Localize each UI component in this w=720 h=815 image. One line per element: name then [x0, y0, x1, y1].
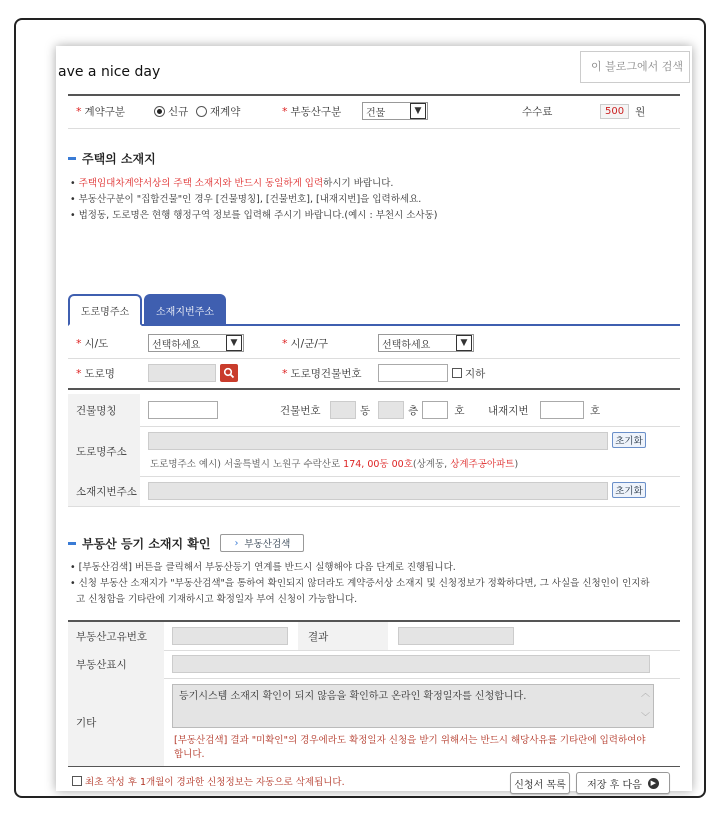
registry-note-3: 고 신청함을 기타란에 기재하시고 확정일자 부여 신청이 가능합니다. — [76, 594, 358, 605]
search-icon[interactable] — [220, 364, 238, 382]
sido-label: 시/도 — [84, 337, 109, 350]
section-bar-icon — [68, 157, 76, 160]
required-mark: * — [282, 336, 288, 350]
chevron-down-icon[interactable]: ▼ — [226, 335, 242, 351]
radio-renew-label: 재계약 — [210, 105, 241, 118]
fee-value: 500 — [600, 104, 629, 119]
road-address-row — [68, 426, 680, 476]
radio-new[interactable] — [154, 94, 188, 128]
radio-renew-icon[interactable] — [196, 106, 207, 117]
lot-address-label: 소재지번주소 — [76, 485, 137, 498]
display-label: 부동산표시 — [76, 658, 127, 671]
required-mark: * — [282, 104, 288, 118]
bldg-row — [68, 394, 680, 426]
address-tabs — [68, 294, 680, 326]
lot-address-row — [68, 476, 680, 506]
result-input[interactable] — [398, 627, 514, 645]
scroll-up-icon[interactable]: ︿ — [640, 689, 650, 699]
inner-lot-label: 내재지번 — [488, 404, 529, 417]
ho-label: 호 — [454, 404, 465, 417]
property-type-label: 부동산구분 — [290, 105, 342, 118]
basement-label: 지하 — [465, 367, 486, 380]
sido-select[interactable] — [148, 334, 244, 352]
application-list-button[interactable]: 신청서 목록 — [510, 772, 570, 794]
bldg-ho-input[interactable] — [422, 401, 448, 419]
registry-notes: • [부동산검색] 버튼을 클릭해서 부동산등기 연계를 반드시 실행해야 다음 단계로 진행됩니다. • 신청 부동산 소재지가 "부동산검색"을 통하여 확인되지 않더라도 계약증서상 소재지 및 신청정보가 정확하다면, 그 사실을 신청인이 인지하 고 신청함을 기타란에 기재하시고 확정일자 부여 신청이 가능합니다. — [70, 562, 650, 605]
registry-note-2: 신청 부동산 소재지가 "부동산검색"을 통하여 확인되지 않더라도 계약증서상 소재지 및 신청정보가 정확하다면, 그 사실을 신청인이 인지하 — [78, 578, 650, 589]
example-mid: (상계동, — [412, 459, 451, 470]
registry-section-title — [68, 534, 304, 552]
address-section-title-text: 주택의 소재지 — [82, 152, 156, 166]
tab-road-address[interactable]: 도로명주소 — [68, 294, 142, 326]
road-address-label: 도로명주소 — [76, 445, 127, 458]
required-mark: * — [76, 336, 82, 350]
unique-no-input[interactable] — [172, 627, 288, 645]
reset-lot-button[interactable]: 초기화 — [612, 482, 646, 498]
property-search-button[interactable] — [220, 534, 304, 552]
fee-unit: 원 — [635, 105, 646, 118]
sigungu-label: 시/군/구 — [290, 337, 329, 350]
chevron-down-icon[interactable]: ▼ — [456, 335, 472, 351]
blog-title: ave a nice day — [58, 64, 161, 80]
etc-label: 기타 — [76, 716, 97, 729]
road-address-input[interactable] — [148, 432, 608, 450]
divider — [68, 388, 680, 390]
radio-renew[interactable] — [196, 94, 240, 128]
road-name-input[interactable] — [148, 364, 216, 382]
etc-textarea[interactable] — [172, 684, 654, 728]
registry-note-1: [부동산검색] 버튼을 클릭해서 부동산등기 연계를 반드시 실행해야 다음 단계로 진행됩니다. — [78, 562, 456, 573]
divider — [68, 506, 680, 507]
unique-no-row — [68, 622, 680, 650]
etc-row — [68, 678, 680, 766]
property-search-label: 부동산검색 — [244, 539, 291, 550]
auto-delete-note — [72, 774, 345, 788]
divider — [68, 766, 680, 767]
example-red-2: 상계주공아파트 — [450, 459, 515, 470]
result-label: 결과 — [308, 630, 329, 643]
fee-label: 수수료 — [522, 105, 553, 118]
divider — [68, 128, 680, 129]
etc-text: 등기시스템 소재지 확인이 되지 않음을 확인하고 온라인 확정일자를 신청합니다. — [179, 691, 527, 702]
etc-warning: [부동산검색] 결과 "미확인"의 경우에라도 확정일자 신청을 받기 위해서는 반드시 해당사유를 기타란에 입력하여야 합니다. — [174, 735, 646, 760]
road-row — [68, 358, 680, 388]
unique-no-label: 부동산고유번호 — [76, 630, 148, 643]
blog-search-input[interactable]: 이 블로그에서 검색 — [580, 51, 690, 83]
chevron-down-icon[interactable]: ▼ — [410, 103, 426, 119]
example-prefix: 도로명주소 예시) 서울특별시 노원구 수락산로 — [150, 459, 344, 470]
inner-lot-input[interactable] — [540, 401, 584, 419]
sido-value: 선택하세요 — [152, 339, 201, 351]
save-next-button[interactable] — [576, 772, 670, 794]
sigungu-select[interactable] — [378, 334, 474, 352]
arrow-right-icon: ▶ — [648, 778, 659, 789]
required-mark: * — [76, 104, 82, 118]
display-input[interactable] — [172, 655, 650, 673]
radio-new-label: 신규 — [168, 105, 189, 118]
bldg-floor-input[interactable] — [378, 401, 404, 419]
example-red-1: 174, 00동 00호 — [343, 459, 413, 470]
road-label: 도로명 — [84, 367, 115, 380]
registry-section-title-text: 부동산 등기 소재지 확인 — [82, 536, 211, 551]
contract-row — [68, 94, 680, 128]
dong-label: 동 — [360, 404, 371, 417]
screenshot-frame — [14, 18, 706, 798]
required-mark: * — [282, 366, 288, 380]
section-bar-icon — [68, 542, 76, 545]
address-notes: • 주택임대차계약서상의 주택 소재지와 반드시 동일하게 입력하시기 바랍니다. • 부동산구분이 "집합건물"인 경우 [건물명칭], [건물번호], [내재지번]을 입력하세요. • 법정동, 도로명은 현행 행정구역 정보를 입력해 주시기 바랍니다.(예시 : 부천시 소사동) — [70, 178, 438, 221]
bldg-name-label: 건물명칭 — [76, 404, 117, 417]
save-next-label: 저장 후 다음 — [587, 779, 642, 791]
note-3: 법정동, 도로명은 현행 행정구역 정보를 입력해 주시기 바랍니다.(예시 : 부천시 소사동) — [78, 210, 438, 221]
road-bldg-input[interactable] — [378, 364, 448, 382]
scroll-down-icon[interactable]: ﹀ — [640, 713, 650, 723]
reset-road-button[interactable]: 초기화 — [612, 432, 646, 448]
note-rest: 하시기 바랍니다. — [323, 178, 394, 189]
floor-label: 층 — [408, 404, 419, 417]
display-row — [68, 650, 680, 678]
property-type-select[interactable] — [362, 102, 428, 120]
radio-new-icon[interactable] — [154, 106, 165, 117]
bldg-no-label: 건물번호 — [280, 404, 321, 417]
property-type-value: 건물 — [366, 107, 386, 119]
basement-checkbox[interactable] — [452, 368, 462, 378]
lot-address-input[interactable] — [148, 482, 608, 500]
inner-ho-label: 호 — [590, 404, 601, 417]
example-suffix: ) — [514, 459, 519, 470]
road-address-example — [150, 456, 518, 470]
bldg-dong-input[interactable] — [330, 401, 356, 419]
sigungu-value: 선택하세요 — [382, 339, 431, 351]
road-bldg-label: 도로명건물번호 — [290, 367, 362, 380]
sido-row — [68, 328, 680, 358]
tab-lot-address[interactable]: 소재지번주소 — [144, 294, 226, 326]
required-mark: * — [76, 366, 82, 380]
auto-delete-text: 최초 작성 후 1개월이 경과한 신청정보는 자동으로 삭제됩니다. — [85, 777, 345, 788]
page-card — [56, 46, 692, 791]
contract-type-label: 계약구분 — [84, 105, 126, 118]
chevron-right-icon: › — [234, 537, 239, 549]
address-section-title — [68, 150, 156, 167]
bldg-name-input[interactable] — [148, 401, 218, 419]
note-2: 부동산구분이 "집합건물"인 경우 [건물명칭], [건물번호], [내재지번]을 입력하세요. — [78, 194, 422, 205]
note-red: 주택임대차계약서상의 주택 소재지와 반드시 동일하게 입력 — [78, 178, 324, 189]
auto-delete-checkbox[interactable] — [72, 776, 82, 786]
